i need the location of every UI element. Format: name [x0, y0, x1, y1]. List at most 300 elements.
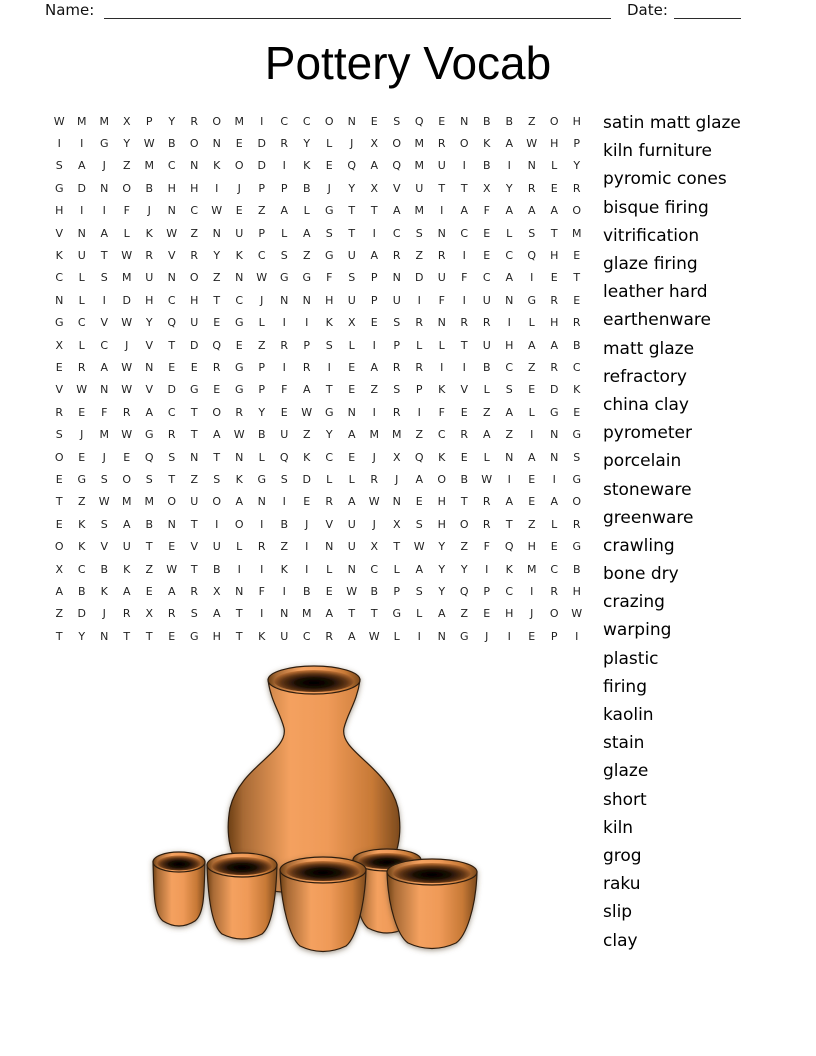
grid-cell: N [167, 271, 176, 285]
grid-cell: E [168, 360, 176, 374]
grid-cell: X [482, 181, 491, 195]
grid-cell: R [550, 360, 559, 374]
grid-cell: C [190, 204, 199, 218]
grid-cell: D [550, 383, 559, 397]
grid-cell: L [326, 137, 333, 151]
grid-cell: M [99, 428, 109, 442]
grid-cell: E [235, 204, 243, 218]
grid-cell: I [417, 405, 421, 419]
grid-cell: I [417, 293, 421, 307]
grid-cell: J [237, 181, 241, 195]
grid-cell: G [549, 405, 559, 419]
grid-cell: L [483, 383, 490, 397]
grid-cell: B [572, 338, 581, 352]
grid-cell: H [437, 517, 446, 531]
grid-cell: Q [392, 159, 402, 173]
grid-cell: N [347, 405, 356, 419]
grid-cell: I [80, 137, 84, 151]
grid-cell: Z [527, 360, 536, 374]
grid-cell: J [102, 159, 106, 173]
grid-cell: I [372, 338, 376, 352]
grid-cell: E [528, 383, 536, 397]
grid-cell: N [280, 607, 289, 621]
grid-cell: N [257, 495, 266, 509]
grid-cell: D [77, 607, 86, 621]
grid-cell: U [145, 271, 154, 285]
grid-cell: C [392, 226, 401, 240]
grid-cell: E [415, 495, 423, 509]
grid-cell: A [77, 159, 86, 173]
grid-cell: I [260, 607, 264, 621]
grid-cell: N [212, 137, 221, 151]
grid-cell: G [392, 607, 402, 621]
grid-cell: Q [167, 316, 177, 330]
grid-cell: C [167, 405, 176, 419]
grid-cell: E [325, 159, 333, 173]
word-list-item: kaolin [603, 705, 654, 726]
grid-cell: I [237, 562, 241, 576]
grid-cell: X [392, 450, 401, 464]
grid-cell: E [348, 360, 356, 374]
grid-cell: A [167, 584, 176, 598]
grid-cell: T [190, 405, 198, 419]
grid-cell: A [302, 383, 311, 397]
grid-cell: W [121, 383, 133, 397]
word-list-item: refractory [603, 366, 687, 387]
grid-cell: I [530, 428, 534, 442]
grid-cell: U [235, 226, 244, 240]
grid-cell: K [438, 383, 446, 397]
grid-cell: M [572, 226, 582, 240]
grid-cell: E [528, 495, 536, 509]
grid-cell: Z [415, 428, 424, 442]
grid-cell: G [77, 472, 87, 486]
grid-cell: I [485, 562, 489, 576]
word-list-item: kiln [603, 817, 634, 838]
grid-cell: J [305, 517, 309, 531]
grid-cell: K [483, 137, 491, 151]
grid-cell: Z [460, 540, 469, 554]
grid-cell: P [145, 114, 153, 128]
grid-cell: T [348, 226, 356, 240]
grid-cell: H [505, 607, 514, 621]
grid-cell: J [485, 629, 489, 643]
grid-cell: U [437, 271, 446, 285]
grid-cell: S [213, 472, 221, 486]
grid-cell: M [122, 271, 132, 285]
grid-cell: B [460, 472, 469, 486]
grid-cell: H [572, 584, 581, 598]
word-list-item: glaze firing [603, 254, 698, 275]
word-list-item: glaze [603, 761, 649, 782]
word-list-item: bisque firing [603, 197, 709, 218]
grid-cell: R [482, 316, 491, 330]
grid-cell: S [528, 226, 536, 240]
grid-cell: C [505, 360, 514, 374]
grid-cell: C [505, 584, 514, 598]
word-list-item: grog [603, 845, 642, 866]
grid-cell: L [416, 338, 423, 352]
grid-cell: D [415, 271, 424, 285]
grid-cell: W [121, 316, 133, 330]
grid-cell: Q [144, 450, 154, 464]
word-list-item: bone dry [603, 564, 679, 585]
grid-cell: X [122, 114, 131, 128]
cup [387, 859, 477, 949]
grid-cell: N [437, 226, 446, 240]
grid-cell: A [302, 226, 311, 240]
grid-cell: R [437, 249, 446, 263]
grid-cell: N [77, 226, 86, 240]
grid-cell: C [460, 226, 469, 240]
grid-cell: E [460, 405, 468, 419]
grid-cell: J [395, 472, 399, 486]
grid-cell: S [393, 383, 401, 397]
grid-cell: N [550, 428, 559, 442]
cup [207, 853, 277, 939]
page-title: Pottery Vocab [264, 37, 552, 89]
grid-cell: E [55, 360, 63, 374]
grid-cell: G [189, 383, 199, 397]
grid-cell: N [235, 271, 244, 285]
grid-cell: P [550, 629, 558, 643]
grid-cell: K [145, 226, 153, 240]
grid-cell: Z [257, 338, 266, 352]
grid-cell: N [145, 360, 154, 374]
grid-cell: F [438, 293, 445, 307]
grid-cell: K [303, 450, 311, 464]
grid-cell: W [76, 383, 88, 397]
grid-cell: U [77, 249, 86, 263]
grid-cell: B [482, 114, 491, 128]
grid-cell: A [145, 405, 154, 419]
grid-cell: A [122, 584, 131, 598]
grid-cell: E [168, 629, 176, 643]
grid-cell: Z [190, 226, 199, 240]
grid-cell: S [325, 226, 333, 240]
grid-cell: V [145, 338, 154, 352]
grid-cell: T [573, 271, 581, 285]
grid-cell: G [144, 428, 154, 442]
grid-cell: H [572, 114, 581, 128]
grid-cell: E [348, 450, 356, 464]
grid-cell: B [257, 428, 266, 442]
grid-cell: U [212, 540, 221, 554]
grid-cell: E [213, 383, 221, 397]
grid-cell: H [325, 293, 334, 307]
grid-cell: L [551, 159, 558, 173]
grid-cell: A [482, 428, 491, 442]
grid-cell: R [370, 472, 379, 486]
grid-cell: C [302, 114, 311, 128]
grid-cell: X [145, 607, 154, 621]
grid-cell: E [528, 629, 536, 643]
grid-cell: J [530, 607, 534, 621]
word-list-item: porcelain [603, 451, 682, 472]
grid-cell: W [233, 428, 245, 442]
grid-cell: E [348, 383, 356, 397]
word-list-item: firing [603, 676, 647, 697]
grid-cell: C [167, 159, 176, 173]
grid-cell: Z [145, 562, 154, 576]
grid-cell: I [305, 316, 309, 330]
grid-cell: Q [459, 584, 469, 598]
grid-cell: E [78, 450, 86, 464]
grid-cell: M [527, 562, 537, 576]
grid-cell: K [280, 562, 288, 576]
grid-cell: T [55, 495, 63, 509]
grid-cell: W [121, 428, 133, 442]
grid-cell: H [550, 249, 559, 263]
grid-cell: E [528, 472, 536, 486]
grid-cell: D [77, 181, 86, 195]
grid-cell: A [415, 562, 424, 576]
grid-cell: H [190, 181, 199, 195]
grid-cell: E [550, 181, 558, 195]
grid-cell: R [415, 360, 424, 374]
grid-cell: J [102, 607, 106, 621]
grid-cell: X [212, 584, 221, 598]
grid-cell: Q [279, 450, 289, 464]
grid-cell: H [505, 338, 514, 352]
grid-cell: H [145, 293, 154, 307]
grid-cell: I [260, 114, 264, 128]
grid-cell: D [257, 137, 266, 151]
grid-cell: L [303, 204, 310, 218]
grid-cell: R [167, 428, 176, 442]
grid-cell: A [505, 495, 514, 509]
grid-cell: C [77, 562, 86, 576]
grid-cell: E [573, 293, 581, 307]
grid-cell: R [550, 293, 559, 307]
grid-cell: M [414, 204, 424, 218]
grid-cell: T [190, 562, 198, 576]
grid-cell: Q [212, 338, 222, 352]
cup [280, 857, 366, 952]
grid-cell: Z [212, 271, 221, 285]
grid-cell: Y [213, 249, 221, 263]
grid-cell: I [507, 159, 511, 173]
grid-cell: C [235, 293, 244, 307]
word-list-item: kiln furniture [603, 141, 712, 162]
word-list-item: greenware [603, 507, 694, 528]
grid-cell: E [370, 316, 378, 330]
grid-cell: K [78, 517, 86, 531]
word-search-grid [48, 110, 588, 647]
grid-cell: P [303, 338, 311, 352]
word-list-item: crazing [603, 592, 665, 613]
grid-cell: T [370, 204, 378, 218]
grid-cell: M [144, 159, 154, 173]
grid-cell: O [54, 540, 64, 554]
grid-cell: U [190, 316, 199, 330]
grid-cell: X [370, 540, 379, 554]
grid-cell: H [550, 137, 559, 151]
grid-cell: A [505, 204, 514, 218]
grid-cell: R [482, 517, 491, 531]
grid-cell: E [190, 360, 198, 374]
grid-cell: T [55, 629, 63, 643]
grid-cell: K [100, 584, 108, 598]
name-label: Name: [45, 1, 95, 19]
grid-cell: T [145, 629, 153, 643]
grid-cell: L [393, 562, 400, 576]
grid-cell: U [482, 293, 491, 307]
grid-cell: L [416, 607, 423, 621]
grid-cell: V [167, 249, 176, 263]
grid-cell: C [302, 629, 311, 643]
grid-cell: R [392, 405, 401, 419]
grid-cell: V [460, 383, 469, 397]
grid-cell: C [437, 428, 446, 442]
grid-cell: A [392, 204, 401, 218]
grid-cell: U [482, 338, 491, 352]
grid-cell: R [415, 316, 424, 330]
grid-cell: L [528, 316, 535, 330]
grid-cell: X [392, 517, 401, 531]
grid-cell: E [370, 114, 378, 128]
grid-cell: E [55, 517, 63, 531]
grid-cell: C [167, 293, 176, 307]
grid-cell: T [393, 540, 401, 554]
pottery-vase-and-cups-image [130, 650, 510, 980]
grid-cell: E [573, 249, 581, 263]
grid-cell: W [53, 114, 65, 128]
grid-cell: I [530, 584, 534, 598]
grid-cell: S [280, 249, 288, 263]
grid-cell: O [189, 271, 199, 285]
grid-cell: G [324, 249, 334, 263]
grid-cell: O [167, 495, 177, 509]
grid-cell: O [572, 204, 582, 218]
grid-cell: P [280, 181, 288, 195]
grid-cell: F [258, 584, 265, 598]
grid-cell: W [211, 204, 223, 218]
word-list-item: stoneware [603, 479, 692, 500]
grid-cell: Q [347, 159, 357, 173]
grid-cell: I [507, 472, 511, 486]
grid-cell: Y [438, 584, 446, 598]
grid-cell: O [189, 137, 199, 151]
grid-cell: W [571, 607, 583, 621]
grid-cell: U [347, 293, 356, 307]
grid-cell: L [483, 450, 490, 464]
grid-cell: D [122, 293, 131, 307]
grid-cell: C [482, 271, 491, 285]
grid-cell: J [327, 181, 331, 195]
grid-cell: P [415, 383, 423, 397]
grid-cell: N [527, 159, 536, 173]
word-list-item: raku [603, 874, 641, 895]
grid-cell: I [440, 360, 444, 374]
grid-cell: L [78, 271, 85, 285]
grid-cell: M [392, 428, 402, 442]
grid-cell: G [234, 383, 244, 397]
grid-cell: A [347, 428, 356, 442]
grid-cell: X [370, 137, 379, 151]
grid-cell: W [526, 137, 538, 151]
grid-cell: G [459, 629, 469, 643]
grid-cell: C [77, 316, 86, 330]
grid-cell: L [78, 293, 85, 307]
grid-cell: N [437, 629, 446, 643]
grid-cell: S [505, 383, 513, 397]
grid-cell: O [212, 405, 222, 419]
grid-cell: A [550, 495, 559, 509]
grid-cell: X [347, 316, 356, 330]
grid-cell: I [507, 316, 511, 330]
grid-cell: R [55, 405, 64, 419]
grid-cell: L [78, 338, 85, 352]
grid-cell: O [324, 114, 334, 128]
grid-cell: N [235, 450, 244, 464]
grid-cell: I [552, 472, 556, 486]
grid-cell: G [54, 181, 64, 195]
grid-cell: N [190, 159, 199, 173]
grid-cell: R [122, 405, 131, 419]
grid-cell: K [573, 383, 581, 397]
grid-cell: I [305, 540, 309, 554]
grid-cell: I [372, 405, 376, 419]
grid-cell: E [78, 405, 86, 419]
grid-cell: R [212, 360, 221, 374]
grid-cell: R [257, 540, 266, 554]
word-list-item: warping [603, 620, 672, 641]
grid-cell: R [392, 249, 401, 263]
grid-cell: U [280, 629, 289, 643]
grid-cell: I [462, 159, 466, 173]
grid-cell: F [461, 271, 468, 285]
grid-cell: A [550, 338, 559, 352]
grid-cell: D [190, 338, 199, 352]
grid-cell: G [279, 271, 289, 285]
grid-cell: K [55, 249, 63, 263]
grid-cell: U [347, 517, 356, 531]
grid-cell: R [572, 181, 581, 195]
grid-cell: I [417, 629, 421, 643]
grid-cell: P [573, 137, 581, 151]
grid-cell: O [437, 472, 447, 486]
grid-cell: J [147, 204, 151, 218]
grid-cell: L [236, 540, 243, 554]
grid-cell: A [212, 428, 221, 442]
grid-cell: S [100, 472, 108, 486]
grid-cell: Z [370, 383, 379, 397]
grid-cell: H [212, 629, 221, 643]
grid-cell: B [100, 562, 109, 576]
grid-cell: X [55, 338, 64, 352]
grid-cell: E [145, 584, 153, 598]
grid-cell: W [301, 405, 313, 419]
grid-cell: V [190, 540, 199, 554]
grid-cell: M [144, 495, 154, 509]
grid-cell: Z [257, 204, 266, 218]
grid-cell: Y [145, 316, 153, 330]
grid-cell: T [213, 450, 221, 464]
grid-cell: N [167, 204, 176, 218]
grid-cell: Q [414, 450, 424, 464]
grid-cell: B [482, 159, 491, 173]
grid-cell: A [280, 204, 289, 218]
grid-cell: V [55, 226, 64, 240]
grid-cell: H [437, 495, 446, 509]
grid-cell: R [550, 584, 559, 598]
grid-cell: R [122, 607, 131, 621]
grid-cell: C [100, 338, 109, 352]
grid-cell: R [190, 249, 199, 263]
grid-cell: O [549, 114, 559, 128]
grid-cell: I [102, 204, 106, 218]
